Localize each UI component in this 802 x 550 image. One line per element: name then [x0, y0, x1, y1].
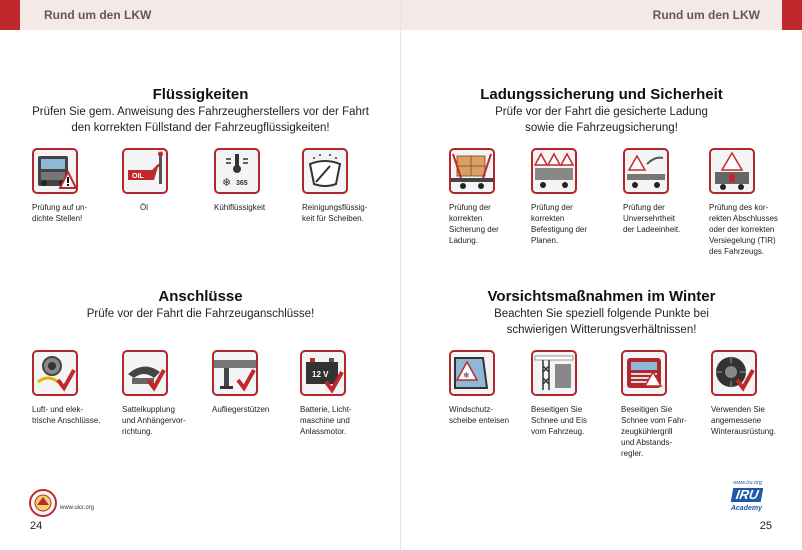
item-label: Öl — [140, 203, 148, 212]
section-subtitle-line2: schwierigen Witterungsverhältnissen! — [506, 324, 697, 336]
item-battery — [300, 350, 380, 437]
iru-academy-logo — [716, 480, 762, 512]
right-header-accent — [782, 0, 802, 30]
right-page — [401, 0, 802, 550]
item-cargo-securing — [449, 148, 529, 246]
item-label: Reinigungsflüssig- keit für Scheiben. — [302, 203, 368, 223]
left-header-accent — [0, 0, 20, 30]
customs-seal-icon — [709, 148, 755, 194]
svg-text:OIL: OIL — [132, 173, 144, 180]
section-subtitle-line1: Prüfe vor der Fahrt die gesicherte Ladung — [495, 106, 708, 118]
section-subtitle-line1: Beachten Sie speziell folgende Punkte bei — [494, 308, 709, 320]
item-label: Batterie, Licht- maschine und Anlassmotor. — [300, 405, 352, 436]
item-oil — [122, 148, 202, 213]
windscreen-deicing-icon — [449, 350, 495, 396]
svg-text:❄: ❄ — [222, 176, 232, 189]
left-header-title: Rund um den LKW — [44, 8, 152, 22]
winter-tyre-icon — [711, 350, 757, 396]
item-label: Prüfung der korrekten Befestigung der Planen. — [531, 203, 588, 245]
page-number-left: 24 — [30, 520, 43, 532]
svg-text:12 V: 12 V — [312, 370, 329, 379]
item-winter-tyre — [711, 350, 791, 437]
item-deicing — [449, 350, 529, 426]
section-title: Flüssigkeiten — [152, 86, 249, 103]
section-subtitle-line2: sowie die Fahrzeugsicherung! — [525, 122, 678, 134]
fifth-wheel-coupling-icon — [122, 350, 168, 396]
grille-snow-removal-icon — [621, 350, 667, 396]
item-leak-check — [32, 148, 112, 224]
uicr-url: www.uicr.org — [60, 505, 95, 511]
iru-url: www.iru.org — [733, 480, 762, 486]
uicr-seal-icon — [28, 488, 58, 518]
oil-can-icon — [122, 148, 168, 194]
item-load-integrity — [623, 148, 703, 235]
windscreen-washer-icon — [302, 148, 348, 194]
svg-text:❄: ❄ — [463, 371, 470, 380]
svg-text:365: 365 — [236, 180, 248, 187]
right-header — [401, 0, 802, 30]
load-unit-integrity-icon — [623, 148, 669, 194]
section-winter — [401, 288, 802, 338]
item-label: Prüfung der Unversehrtheit der Ladeeinheit. — [623, 203, 681, 234]
item-tarpaulin — [531, 148, 611, 246]
section-subtitle-line2: den korrekten Füllstand der Fahrzeugflüssigkeiten! — [71, 122, 330, 134]
section-subtitle-line1: Prüfe vor der Fahrt die Fahrzeuganschlüsse! — [86, 308, 315, 320]
item-coolant — [214, 148, 294, 213]
roof-snow-removal-icon — [531, 350, 577, 396]
item-label: Verwenden Sie angemessene Winterausrüstung. — [711, 405, 776, 436]
section-title: Ladungssicherung und Sicherheit — [480, 86, 723, 103]
right-header-title: Rund um den LKW — [652, 8, 760, 22]
item-label: Prüfung der korrekten Sicherung der Ladung. — [449, 203, 499, 245]
item-label: Beseitigen Sie Schnee vom Fahr- zeugkühlergrill und Abstands- regler. — [621, 405, 687, 458]
iru-academy-text: Academy — [730, 505, 762, 512]
trailer-landing-gear-icon — [212, 350, 258, 396]
section-title: Vorsichtsmaßnahmen im Winter — [487, 288, 716, 305]
iru-mark: IRU — [730, 488, 763, 502]
section-anschluesse — [0, 288, 401, 322]
left-header — [0, 0, 401, 30]
item-label: Prüfung des kor- rekten Abschlusses oder der korrekten Versiegelung (TIR) des Fahrzeugs. — [709, 203, 778, 256]
page-number-right: 25 — [759, 520, 772, 532]
item-label: Prüfung auf un- dichte Stellen! — [32, 203, 88, 223]
item-roof-snow — [531, 350, 611, 437]
truck-front-warning-icon — [32, 148, 78, 194]
air-electric-connector-icon — [32, 350, 78, 396]
uicr-logo — [28, 488, 94, 518]
section-fluessigkeiten — [0, 86, 401, 136]
item-label: Luft- und elek- trische Anschlüsse. — [32, 405, 101, 425]
item-connectors — [32, 350, 112, 426]
battery-icon — [300, 350, 346, 396]
item-customs-seal — [709, 148, 789, 257]
item-fifth-wheel — [122, 350, 202, 437]
section-subtitle-line1: Prüfen Sie gem. Anweisung des Fahrzeugherstellers vor der Fahrt — [32, 106, 369, 118]
item-label: Windschutz- scheibe enteisen — [449, 405, 510, 425]
section-title: Anschlüsse — [158, 288, 243, 305]
coolant-icon — [214, 148, 260, 194]
cargo-securing-icon — [449, 148, 495, 194]
section-ladung — [401, 86, 802, 136]
item-label: Beseitigen Sie Schnee und Eis vom Fahrzeug. — [531, 405, 588, 436]
item-label: Aufliegerstützen — [212, 405, 270, 414]
tarpaulin-securing-icon — [531, 148, 577, 194]
item-washer — [302, 148, 382, 224]
item-label: Kühlflüssigkeit — [214, 203, 266, 212]
item-landing-gear — [212, 350, 292, 415]
item-grille-snow — [621, 350, 701, 459]
item-label: Sattelkupplung und Anhängervor- richtung. — [122, 405, 186, 436]
